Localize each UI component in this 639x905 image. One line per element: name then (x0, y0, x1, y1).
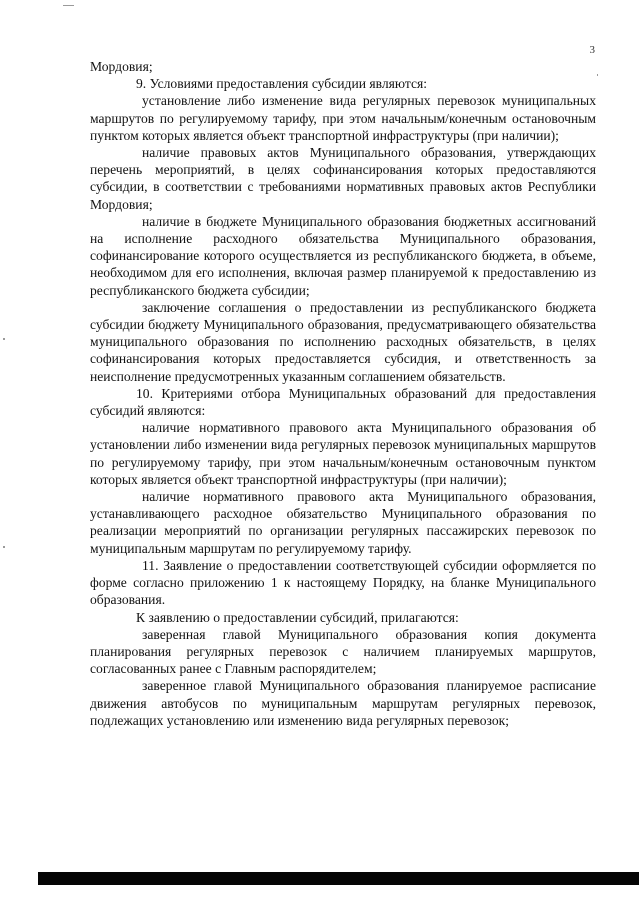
scan-mark-right (597, 74, 598, 76)
paragraph-criterion-expense-act: наличие нормативного правового акта Муниципального образования, устанавливающего расходное обязательство Муниципального образования по реализации мероприятий по организации регулярных пассажирских перевозок по муниципальным маршрутам по регулируемому тарифу. (90, 489, 596, 556)
paragraph-criterion-route-act: наличие нормативного правового акта Муниципального образования об установлении либо изменении вида регулярных перевозок муниципальных маршрутов по регулируемому тарифу, при этом начальным/конечным остановочным пунктом которых является объект транспортной инфраструктуры (при наличии); (90, 420, 596, 487)
paragraph-attachment-schedule: заверенное главой Муниципального образования планируемое расписание движения автобусов по муниципальным маршрутам регулярных перевозок, подлежащих установлению или изменению вида регулярных перевозок; (90, 678, 596, 728)
paragraph-condition-legal-acts: наличие правовых актов Муниципального образования, утверждающих перечень мероприятий, в целях софинансирования которых предоставляются субсидии, в соответствии с требованиями нормативных правовых актов Республики Мордовия; (90, 145, 596, 212)
paragraph-continuation: Мордовия; (90, 59, 153, 74)
scan-bottom-bar (38, 872, 639, 885)
paragraph-condition-agreement: заключение соглашения о предоставлении из республиканского бюджета субсидии бюджету Муниципального образования, предусматривающего обязательства муниципального образования по исполнению расходных обязательств, в целях софинансирования которых предоставляется субсидия, и ответственность за неисполнение предусмотренных указанным соглашением обязательств. (90, 299, 596, 384)
paragraph-condition-route: установление либо изменение вида регулярных перевозок муниципальных маршрутов по регулируемому тарифу, при этом начальным/конечным остановочным пунктом которых является объект транспортной инфраструктуры (при наличии); (90, 93, 596, 143)
page-number: 3 (589, 44, 595, 56)
scan-mark-top (63, 5, 74, 6)
paragraph-item-10: 10. Критериями отбора Муниципальных образований для предоставления субсидий являются: (90, 385, 596, 419)
paragraph-item-11: 11. Заявление о предоставлении соответствующей субсидии оформляется по форме согласно приложению 1 к настоящему Порядку, на бланке Муниципального образования. (90, 557, 596, 608)
paragraph-condition-budget: наличие в бюджете Муниципального образования бюджетных ассигнований на исполнение расходного обязательства Муниципального образования, софинансирование которого осуществляется из республиканского бюджета, в объеме, необходимом для его исполнения, включая размер планируемой к предоставлению из республиканского бюджета субсидии; (90, 213, 596, 298)
scan-mark-edge-lower (3, 546, 5, 548)
paragraph-attachment-plan-copy: заверенная главой Муниципального образования копия документа планирования регулярных перевозок с наличием планируемых маршрутов, согласованных ранее с Главным распорядителем; (90, 626, 596, 677)
document-body (90, 58, 596, 729)
scan-mark-edge-upper (3, 338, 5, 340)
paragraph-attachments-intro: К заявлению о предоставлении субсидий, прилагаются: (136, 609, 459, 625)
paragraph-item-9: 9. Условиями предоставления субсидии являются: (136, 76, 428, 92)
